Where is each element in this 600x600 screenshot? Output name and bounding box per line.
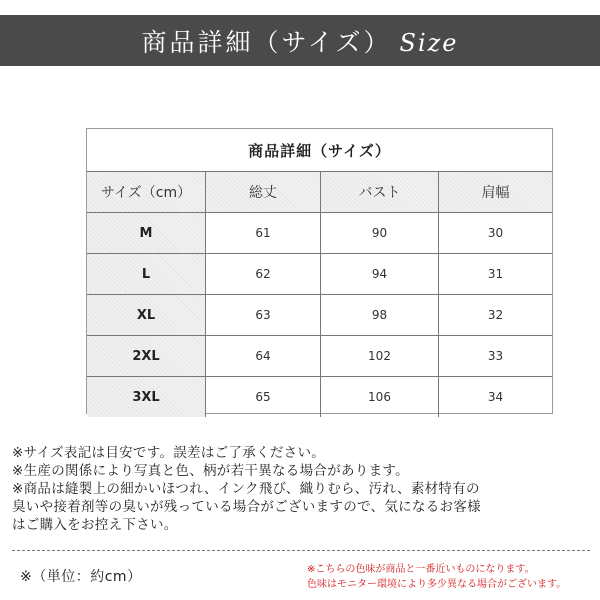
table-row xyxy=(87,212,552,253)
header-length: 総丈 xyxy=(205,172,320,212)
banner-title: 商品詳細（サイズ） xyxy=(141,27,392,57)
size-table xyxy=(86,128,553,414)
table-row xyxy=(87,335,552,376)
length-value: 63 xyxy=(205,295,320,335)
shoulder-value: 32 xyxy=(438,295,552,335)
header-shoulder: 肩幅 xyxy=(438,172,552,212)
length-value: 62 xyxy=(205,254,320,294)
bust-value: 106 xyxy=(320,377,438,417)
banner-size-word: Size xyxy=(399,28,459,57)
table-row xyxy=(87,253,552,294)
title-banner xyxy=(0,15,600,66)
note-line: ※生産の関係により写真と色、柄が若干異なる場合があります。 xyxy=(12,463,409,479)
bust-value: 102 xyxy=(320,336,438,376)
header-size: サイズ（cm） xyxy=(87,172,205,212)
size-grid xyxy=(87,171,552,417)
table-header-row xyxy=(87,171,552,212)
color-disclaimer xyxy=(307,562,597,592)
size-label: M xyxy=(87,213,205,253)
length-value: 61 xyxy=(205,213,320,253)
notes-block xyxy=(12,444,592,534)
bust-value: 90 xyxy=(320,213,438,253)
bust-value: 98 xyxy=(320,295,438,335)
shoulder-value: 34 xyxy=(438,377,552,417)
banner-content xyxy=(142,23,459,59)
note-line: ※サイズ表記は目安です。誤差はご了承ください。 xyxy=(12,445,326,461)
table-row xyxy=(87,376,552,417)
shoulder-value: 30 xyxy=(438,213,552,253)
red-note-line: ※こちらの色味が商品と一番近いものになります。 xyxy=(307,564,535,575)
note-line: 臭いや接着剤等の臭いが残っている場合がございますので、気になるお客様 xyxy=(12,499,481,515)
size-label: 3XL xyxy=(87,377,205,417)
length-value: 64 xyxy=(205,336,320,376)
size-label: XL xyxy=(87,295,205,335)
length-value: 65 xyxy=(205,377,320,417)
red-note-line: 色味はモニター環境により多少異なる場合がございます。 xyxy=(307,579,567,590)
table-row xyxy=(87,294,552,335)
header-bust: バスト xyxy=(320,172,438,212)
note-line: ※商品は縫製上の細かいほつれ、インク飛び、織りむら、汚れ、素材特有の xyxy=(12,481,480,497)
dashed-divider xyxy=(12,550,590,551)
unit-note: ※（単位：約cm） xyxy=(20,569,142,585)
table-title: 商品詳細（サイズ） xyxy=(248,141,391,160)
size-label: 2XL xyxy=(87,336,205,376)
bust-value: 94 xyxy=(320,254,438,294)
shoulder-value: 33 xyxy=(438,336,552,376)
note-line: はご購入をお控え下さい。 xyxy=(12,517,178,533)
shoulder-value: 31 xyxy=(438,254,552,294)
size-label: L xyxy=(87,254,205,294)
